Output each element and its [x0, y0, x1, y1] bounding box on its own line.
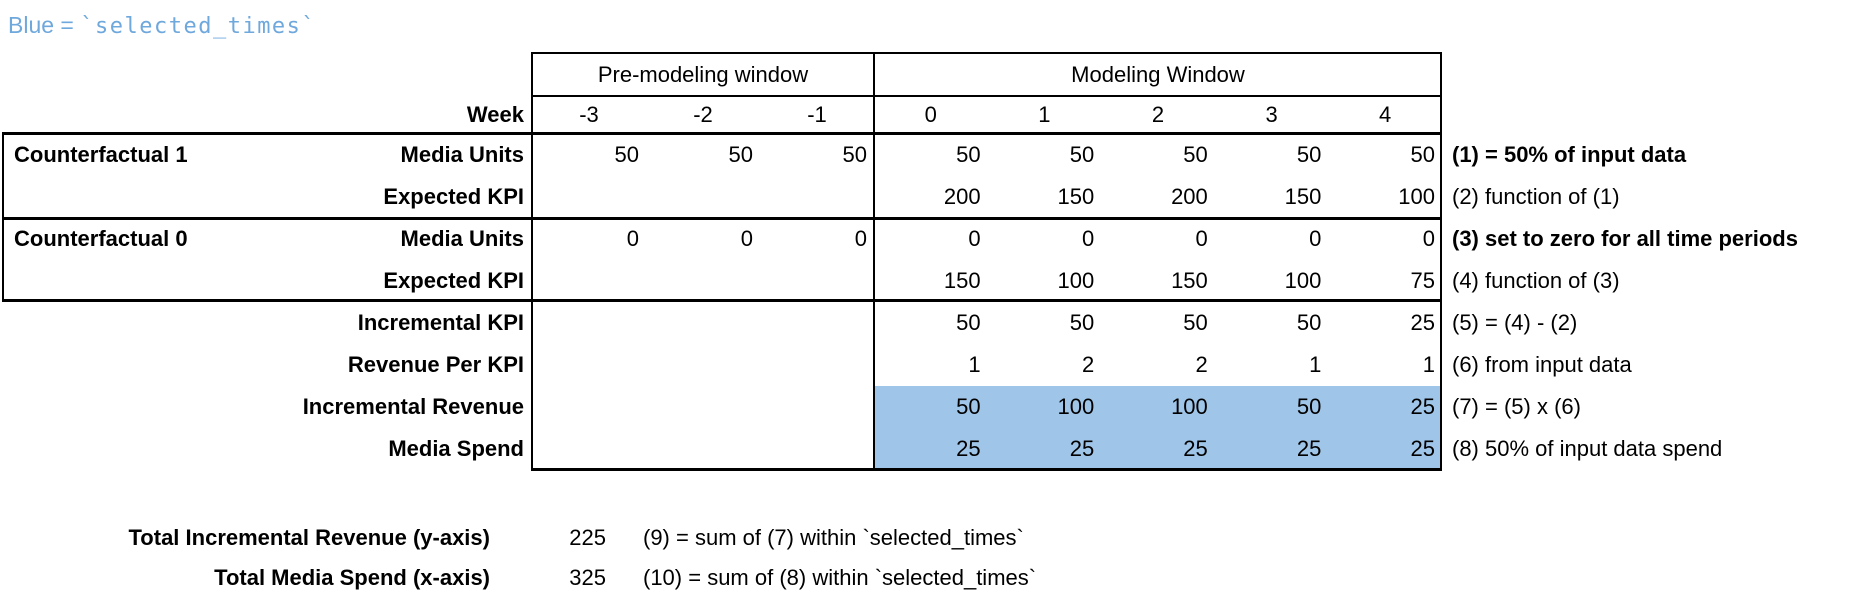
data-cell: 0 — [626, 226, 639, 251]
data-cell — [532, 386, 646, 428]
data-cell-highlighted: 25 — [1101, 428, 1215, 470]
data-cell — [532, 302, 646, 344]
data-cell — [760, 428, 874, 470]
grid-line — [532, 52, 1442, 54]
grid-line — [2, 217, 1442, 220]
row-cells — [532, 386, 1442, 428]
data-cell — [760, 260, 874, 302]
data-cell: 2 — [1195, 352, 1208, 377]
data-cell — [532, 260, 646, 302]
table-row — [0, 344, 1876, 386]
data-cell: 50 — [1069, 142, 1095, 167]
row-annotation: (7) = (5) x (6) — [1452, 394, 1581, 419]
row-label: Media Spend — [388, 436, 524, 461]
data-cell — [532, 344, 646, 386]
grid-line — [2, 132, 4, 302]
data-cell — [646, 386, 760, 428]
row-label: Incremental KPI — [357, 310, 524, 335]
row-annotation: (6) from input data — [1452, 352, 1632, 377]
row-cells — [532, 176, 1442, 218]
week-cell: -3 — [579, 102, 599, 127]
highlight-legend-label: Blue = — [8, 12, 81, 38]
data-cell: 200 — [943, 184, 981, 209]
row-cells — [532, 134, 1442, 176]
data-cell: 100 — [1284, 268, 1322, 293]
row-cells — [532, 302, 1442, 344]
highlight-legend-note — [8, 12, 316, 39]
row-label: Revenue Per KPI — [347, 352, 524, 377]
data-cell-highlighted: 50 — [874, 386, 988, 428]
row-label: Media Units — [400, 142, 524, 167]
row-annotation: (8) 50% of input data spend — [1452, 436, 1723, 461]
data-cell: 100 — [1398, 184, 1435, 209]
row-annotation: (4) function of (3) — [1452, 268, 1620, 293]
data-cell: 150 — [1284, 184, 1322, 209]
week-cell: -2 — [693, 102, 713, 127]
grid-line — [531, 52, 533, 471]
data-cell-highlighted: 25 — [1328, 386, 1442, 428]
total-incremental-revenue-value: 225 — [569, 525, 606, 550]
data-cell: 1 — [1422, 352, 1435, 377]
data-cell: 0 — [854, 226, 867, 251]
data-cell-highlighted: 25 — [1328, 428, 1442, 470]
data-cell: 150 — [1171, 268, 1208, 293]
total-row — [0, 560, 1876, 596]
data-cell: 0 — [740, 226, 753, 251]
table-row — [0, 302, 1876, 344]
data-cell-highlighted: 100 — [1101, 386, 1215, 428]
data-cell: 50 — [1410, 142, 1435, 167]
data-cell: 50 — [842, 142, 867, 167]
data-cell: 50 — [1183, 310, 1208, 335]
row-cells — [532, 218, 1442, 260]
row-annotation: (3) set to zero for all time periods — [1452, 226, 1798, 251]
data-cell-highlighted: 100 — [988, 386, 1102, 428]
data-cell: 0 — [1081, 226, 1095, 251]
data-cell: 200 — [1171, 184, 1208, 209]
grid-line — [873, 52, 875, 471]
total-annotation: (10) = sum of (8) within `selected_times` — [643, 565, 1037, 590]
data-cell — [760, 302, 874, 344]
data-cell — [646, 176, 760, 218]
data-cell — [760, 386, 874, 428]
grid-line — [2, 299, 1442, 302]
data-cell: 50 — [1069, 310, 1095, 335]
total-media-spend-label: Total Media Spend (x-axis) — [214, 565, 490, 590]
total-media-spend-value: 325 — [569, 565, 606, 590]
total-annotation: (9) = sum of (7) within `selected_times` — [643, 525, 1024, 550]
data-cell — [760, 344, 874, 386]
grid-line — [532, 95, 1442, 97]
week-cell: 1 — [1038, 102, 1051, 127]
pre-modeling-window-header: Pre-modeling window — [597, 62, 809, 87]
data-cell: 2 — [1081, 352, 1095, 377]
data-cell — [646, 260, 760, 302]
row-cells — [532, 428, 1442, 470]
row-label: Incremental Revenue — [302, 394, 524, 419]
data-cell: 50 — [956, 142, 981, 167]
row-label: Expected KPI — [383, 184, 524, 209]
data-cell: 50 — [1183, 142, 1208, 167]
table-row — [0, 428, 1876, 470]
data-cell: 50 — [956, 310, 981, 335]
data-cell: 0 — [968, 226, 981, 251]
data-cell-highlighted: 50 — [1215, 386, 1329, 428]
data-cell — [646, 344, 760, 386]
week-cell: 3 — [1265, 102, 1278, 127]
data-cell-highlighted: 25 — [874, 428, 988, 470]
data-cell: 100 — [1057, 268, 1095, 293]
table-row — [0, 176, 1876, 218]
week-cell: 4 — [1379, 102, 1392, 127]
data-cell: 1 — [968, 352, 981, 377]
data-cell: 0 — [1422, 226, 1435, 251]
week-cell: 0 — [924, 102, 937, 127]
data-cell: 150 — [1057, 184, 1095, 209]
data-cell — [760, 176, 874, 218]
grid-line — [1440, 52, 1442, 471]
week-cell: 2 — [1151, 102, 1165, 127]
data-cell — [646, 428, 760, 470]
row-cells — [532, 260, 1442, 302]
table-row — [0, 260, 1876, 302]
modeling-window-header: Modeling Window — [1071, 62, 1245, 87]
data-cell — [532, 176, 646, 218]
row-label: Media Units — [400, 226, 524, 251]
data-cell — [646, 302, 760, 344]
data-cell: 50 — [728, 142, 753, 167]
row-cells — [532, 344, 1442, 386]
week-cell: -1 — [807, 102, 827, 127]
table-row — [0, 134, 1876, 176]
table-row — [0, 386, 1876, 428]
data-cell: 50 — [1296, 142, 1322, 167]
data-cell: 0 — [1195, 226, 1208, 251]
selected-times-code: `selected_times` — [80, 14, 317, 39]
data-cell — [532, 428, 646, 470]
data-cell: 50 — [614, 142, 639, 167]
row-label: Expected KPI — [383, 268, 524, 293]
row-annotation: (1) = 50% of input data — [1452, 142, 1687, 167]
data-cell: 25 — [1410, 310, 1435, 335]
row-annotation: (2) function of (1) — [1452, 184, 1620, 209]
week-number-cells — [532, 96, 1442, 134]
data-cell-highlighted: 25 — [1215, 428, 1329, 470]
data-cell: 0 — [1309, 226, 1322, 251]
group-label-counterfactual-0: Counterfactual 0 — [14, 226, 188, 251]
data-cell: 75 — [1410, 268, 1435, 293]
total-row — [0, 520, 1876, 556]
grid-line — [532, 468, 1442, 471]
table-row — [0, 218, 1876, 260]
grid-line — [2, 132, 1442, 135]
data-cell-highlighted: 25 — [988, 428, 1102, 470]
data-cell: 150 — [943, 268, 981, 293]
week-label: Week — [466, 102, 524, 127]
total-incremental-revenue-label: Total Incremental Revenue (y-axis) — [128, 525, 490, 550]
group-label-counterfactual-1: Counterfactual 1 — [14, 142, 188, 167]
data-cell: 1 — [1309, 352, 1322, 377]
data-cell: 50 — [1296, 310, 1322, 335]
row-annotation: (5) = (4) - (2) — [1452, 310, 1578, 335]
